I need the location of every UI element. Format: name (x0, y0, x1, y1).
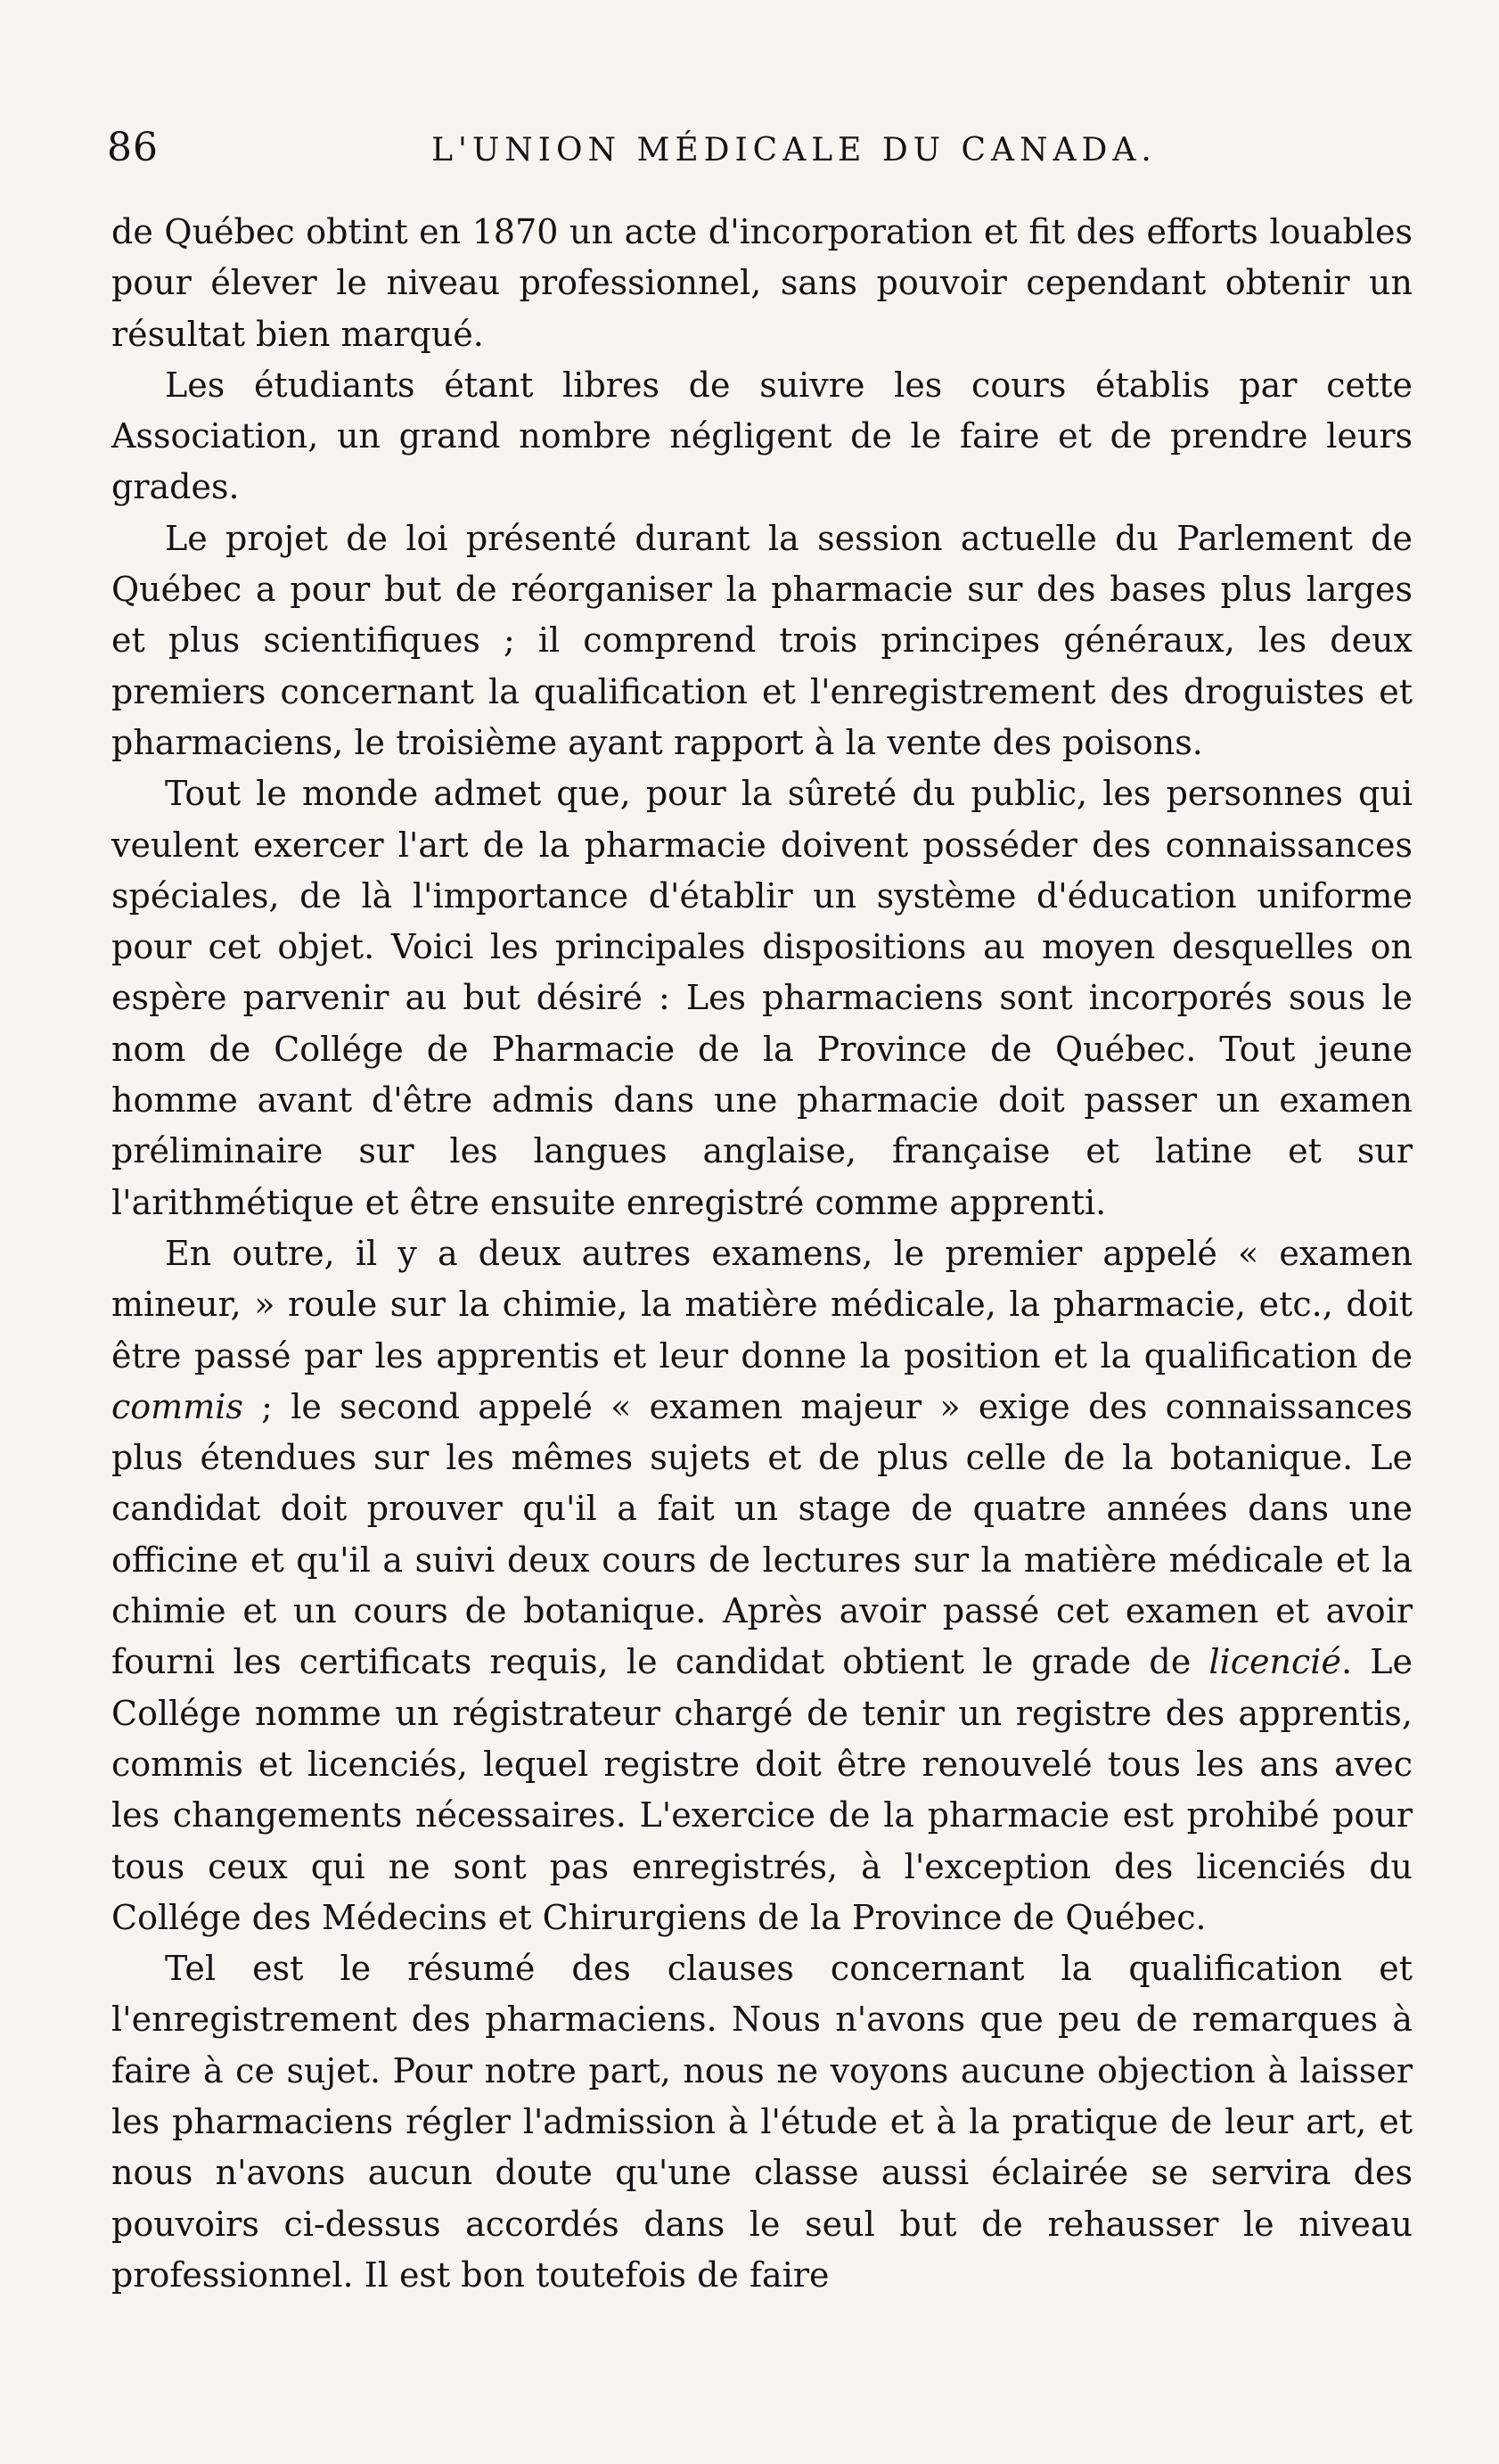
paragraph-segment: . Le Collége nomme un régistrateur chargé de tenir un registre des apprentis, commis et licenciés, lequel registre doit être renouvelé tous les ans avec les changements nécessaires. L'exercice de la pharmacie est prohibé pour tous ceux qui ne sont pas enregistrés, à l'exception des licenciés du Collége des Médecins et Chirurgiens de la Province de Québec. (111, 1642, 1413, 1937)
paragraph: de Québec obtint en 1870 un acte d'incorporation et fit des efforts louables pour élever le niveau professionnel, sans pouvoir cependant obtenir un résultat bien marqué. (111, 212, 1413, 354)
page-number: 86 (107, 125, 159, 170)
italic-term-licencie: licencié (1208, 1642, 1341, 1682)
page-header (107, 125, 1410, 175)
paragraph: Tout le monde admet que, pour la sûreté du public, les personnes qui veulent exercer l'art de la pharmacie doivent posséder des connaissances spéciales, de là l'importance d'établir un système d'éducation uniforme pour cet objet. Voici les principales dispositions au moyen desquelles on espère parvenir au but désiré : Les pharmaciens sont incorporés sous le nom de Collége de Pharmacie de la Province de Québec. Tout jeune homme avant d'être admis dans une pharmacie doit passer un examen préliminaire sur les langues anglaise, française et latine et sur l'arithmétique et être ensuite enregistré comme apprenti. (111, 774, 1413, 1222)
italic-term-commis: commis (111, 1386, 243, 1426)
body-text (111, 207, 1413, 2301)
paragraph-segment: ; le second appelé « examen majeur » exige des connaissances plus étendues sur les mêmes sujets et de plus celle de la botanique. Le candidat doit prouver qu'il a fait un stage de quatre années dans une officine et qu'il a suivi deux cours de lectures sur la matière médicale et la chimie et un cours de botanique. Après avoir passé cet examen et avoir fourni les certificats requis, le candidat obtient le grade de (111, 1386, 1413, 1682)
paragraph (111, 1228, 1413, 1943)
paragraph: Les étudiants étant libres de suivre les cours établis par cette Association, un grand nombre négligent de le faire et de prendre leurs grades. (111, 365, 1413, 507)
paragraph: Le projet de loi présenté durant la session actuelle du Parlement de Québec a pour but de réorganiser la pharmacie sur des bases plus larges et plus scientifiques ; il comprend trois principes généraux, les deux premiers concernant la qualification et l'enregistrement des droguistes et pharmaciens, le troisième ayant rapport à la vente des poisons. (111, 518, 1413, 762)
paragraph: Tel est le résumé des clauses concernant la qualification et l'enregistrement des pharmaciens. Nous n'avons que peu de remarques à faire à ce sujet. Pour notre part, nous ne voyons aucune objection à laisser les pharmaciens régler l'admission à l'étude et à la pratique de leur art, et nous n'avons aucun doute qu'une classe aussi éclairée se servira des pouvoirs ci-dessus accordés dans le seul but de rehausser le niveau professionnel. Il est bon toutefois de faire (111, 1949, 1413, 2295)
paragraph-segment: En outre, il y a deux autres examens, le premier appelé « examen mineur, » roule sur la chimie, la matière médicale, la pharmacie, etc., doit être passé par les apprentis et leur donne la position et la qualification de (111, 1233, 1413, 1376)
running-title: L'UNION MÉDICALE DU CANADA. (431, 132, 1157, 168)
